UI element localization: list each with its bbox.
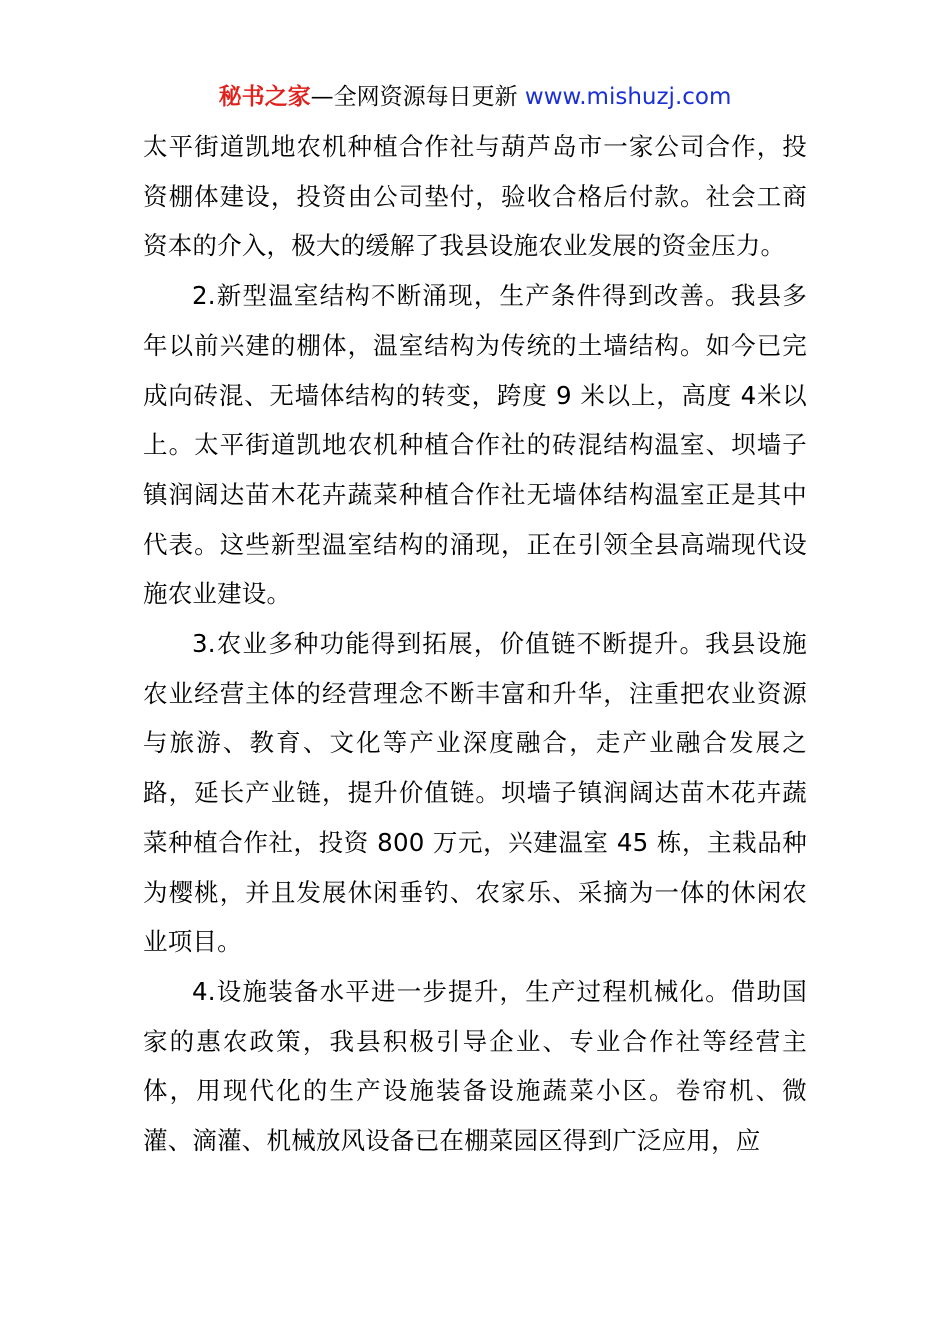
- paragraph-item-2: 2.新型温室结构不断涌现，生产条件得到改善。我县多年以前兴建的棚体，温室结构为传统的土墙结构。如今已完成向砖混、无墙体结构的转变，跨度 9 米以上，高度 4米以上。太平街道凯地农机种植合作社的砖混结构温室、坝墙子镇润阔达苗木花卉蔬菜种植合作社无墙体结构温室正是其中代表。这些新型温室结构的涌现，正在引领全县高端现代设施农业建设。: [143, 281, 807, 609]
- brand-name: 秘书之家: [218, 84, 311, 110]
- paragraph-item-3: 3.农业多种功能得到拓展，价值链不断提升。我县设施农业经营主体的经营理念不断丰富和升华，注重把农业资源与旅游、教育、文化等产业深度融合，走产业融合发展之路，延长产业链，提升价值链。坝墙子镇润阔达苗木花卉蔬菜种植合作社，投资 800 万元，兴建温室 45 栋，主栽品种为樱桃，并且发展休闲垂钓、农家乐、采摘为一体的休闲农业项目。: [143, 629, 807, 957]
- paragraph-item-4: 4.设施装备水平进一步提升，生产过程机械化。借助国家的惠农政策，我县积极引导企业、专业合作社等经营主体，用现代化的生产设施装备设施蔬菜小区。卷帘机、微灌、滴灌、机械放风设备已在棚菜园区得到广泛应用，应: [143, 976, 807, 1156]
- paragraph-continued: 太平街道凯地农机种植合作社与葫芦岛市一家公司合作，投资棚体建设，投资由公司垫付，验收合格后付款。社会工商资本的介入，极大的缓解了我县设施农业发展的资金压力。: [143, 132, 807, 261]
- document-body: [143, 122, 807, 1166]
- header-tagline: —全网资源每日更新: [310, 84, 518, 110]
- document-header: [0, 80, 950, 114]
- header-url: www.mishuzj.com: [524, 84, 732, 110]
